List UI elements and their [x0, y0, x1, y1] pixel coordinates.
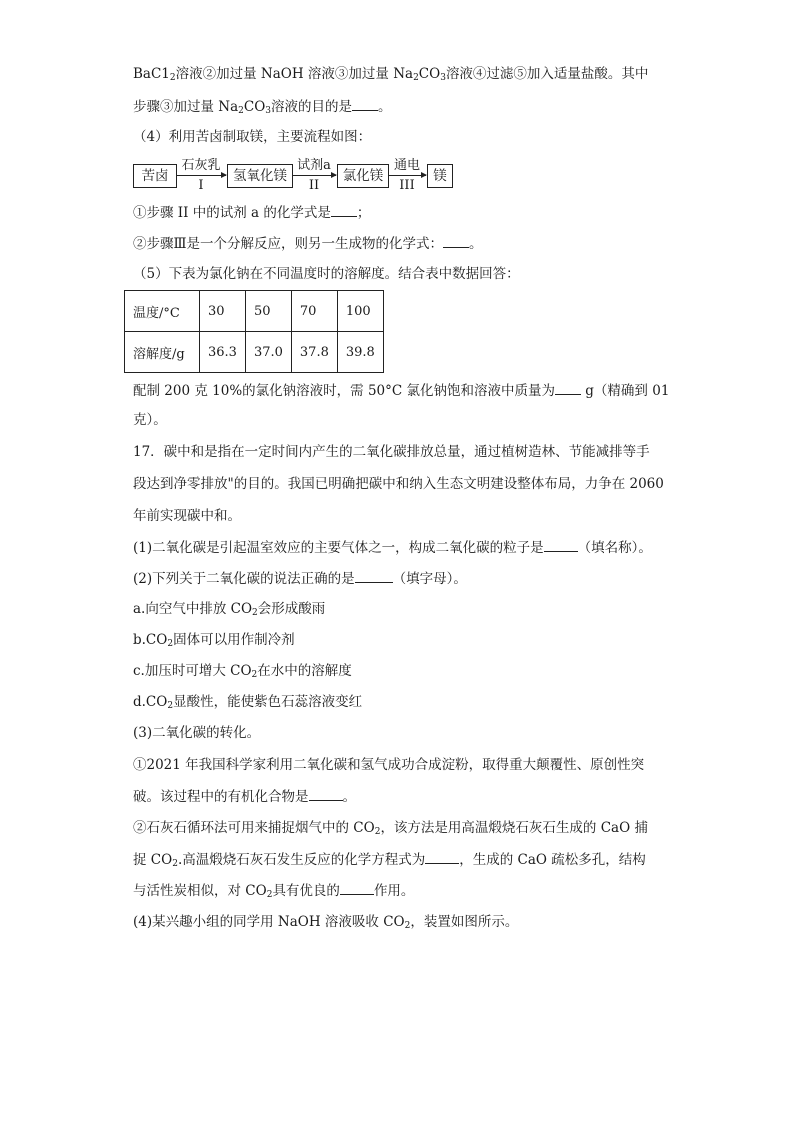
question-4-1: ①步骤 II 中的试剂 a 的化学式是 ； [133, 202, 370, 223]
part-2: (2)下列关于二氧化碳的说法正确的是 （填字母）。 [133, 568, 467, 589]
answer-blank[interactable] [309, 786, 343, 801]
table-cell: 37.0 [245, 332, 291, 373]
question-5: （5）下表为氯化钠在不同温度时的溶解度。结合表中数据回答： [133, 266, 520, 282]
part-3-2: 捉 $CO_2$.高温煅烧石灰石发生反应的化学方程式为 ，生成的 CaO 疏松多孔，结构 [133, 849, 646, 870]
process-flow-diagram [133, 160, 463, 200]
answer-blank[interactable] [355, 568, 393, 583]
table-cell: 36.3 [200, 332, 246, 373]
arrow-label: 试剂a [297, 158, 331, 173]
part-3-1: 破。该过程中的有机化合物是 。 [133, 786, 356, 807]
table-header-cell: 温度/°C [125, 291, 200, 332]
table-row [125, 291, 384, 332]
question-5-text: 配制 200 克 10%的氯化钠溶液时，需 50°C 氯化钠饱和溶液中质量为 g（精确到 01 [133, 380, 669, 401]
table-cell: 39.8 [337, 332, 383, 373]
step-label: III [399, 178, 415, 193]
question-17: 段达到净零排放"的目的。我国已明确把碳中和纳入生态文明建设整体布局，力争在 2060 [133, 476, 664, 492]
part-3-1: ①2021 年我国科学家利用二氧化碳和氢气成功合成淀粉，取得重大颠覆性、原创性突 [133, 757, 645, 773]
answer-blank[interactable] [555, 380, 581, 395]
table-cell: 100 [337, 291, 383, 332]
question-5-text: 克）。 [133, 412, 167, 428]
arrow-label: 石灰乳 [181, 158, 221, 173]
flow-box-mg: 镁 [427, 164, 453, 188]
answer-blank[interactable] [340, 880, 374, 895]
part-4: (4)某兴趣小组的同学用 NaOH 溶液吸收 $CO_2$，装置如图所示。 [133, 914, 519, 931]
solubility-table [124, 290, 384, 373]
flow-arrow [292, 175, 336, 176]
part-3: (3)二氧化碳的转化。 [133, 725, 261, 741]
flow-box-kulu: 苦卤 [133, 164, 177, 188]
table-cell: 37.8 [291, 332, 337, 373]
option-a: a.向空气中排放 $CO_2$会形成酸雨 [133, 601, 326, 618]
option-d: $d.CO_2$显酸性，能使紫色石蕊溶液变红 [133, 694, 363, 711]
part-3-2: ②石灰石循环法可用来捕捉烟气中的 $CO_2$，该方法是用高温煅烧石灰石生成的 CaO 捕 [133, 820, 648, 837]
flow-arrow [388, 175, 426, 176]
table-cell: 50 [245, 291, 291, 332]
answer-blank[interactable] [352, 96, 378, 111]
answer-blank[interactable] [443, 233, 469, 248]
part-1: (1)二氧化碳是引起温室效应的主要气体之一，构成二氧化碳的粒子是 （填名称）。 [133, 537, 652, 558]
table-cell: 30 [200, 291, 246, 332]
step-label: I [198, 178, 204, 193]
part-3-2: 与活性炭相似，对 $CO_2$具有优良的 作用。 [133, 880, 414, 901]
flow-arrow [176, 175, 226, 176]
question-17: 17．碳中和是指在一定时间内产生的二氧化碳排放总量，通过植树造林、节能减排等手 [133, 444, 650, 460]
option-b: $b.CO_2$固体可以用作制冷剂 [133, 632, 295, 649]
option-c: c.加压时可增大 $CO_2$在水中的溶解度 [133, 663, 352, 680]
question-17: 年前实现碳中和。 [133, 508, 241, 524]
arrow-label: 通电 [393, 158, 420, 173]
flow-box-mg-chloride: 氯化镁 [337, 164, 389, 188]
table-row [125, 332, 384, 373]
answer-blank[interactable] [544, 537, 578, 552]
text-line: 步骤③加过量 $Na_2CO_3$溶液的目的是 。 [133, 96, 392, 117]
table-cell: 70 [291, 291, 337, 332]
answer-blank[interactable] [425, 849, 459, 864]
answer-blank[interactable] [331, 202, 357, 217]
question-4-2: ②步骤Ⅲ是一个分解反应，则另一生成物的化学式： 。 [133, 233, 483, 254]
step-label: II [308, 178, 320, 193]
flow-box-mg-hydroxide: 氢氧化镁 [227, 164, 293, 188]
question-4: （4）利用苦卤制取镁，主要流程如图： [133, 129, 372, 145]
table-header-cell: 溶解度/g [125, 332, 200, 373]
text-line: $BaC1_2$溶液②加过量 NaOH 溶液③加过量 $Na_2CO_3$溶液④过滤⑤加入适量盐酸。其中 [133, 66, 649, 83]
